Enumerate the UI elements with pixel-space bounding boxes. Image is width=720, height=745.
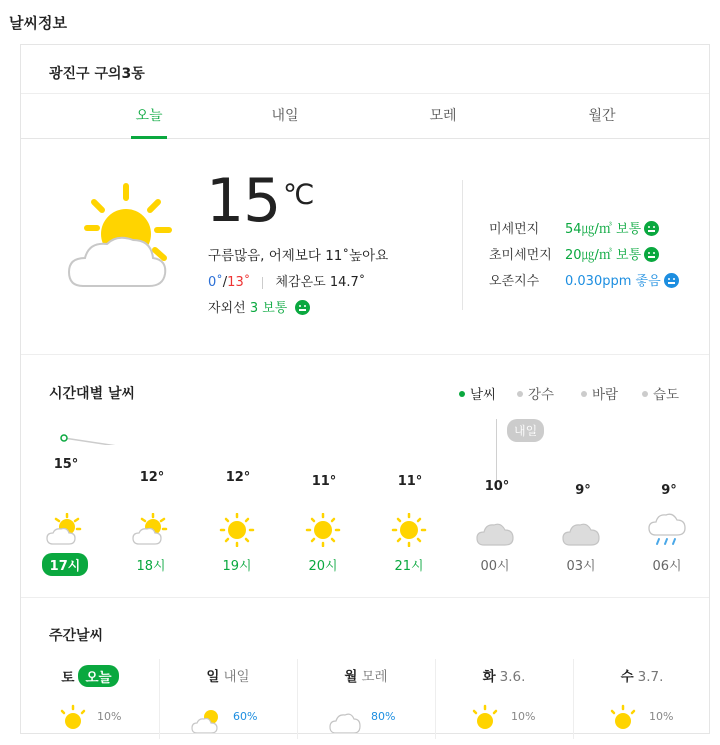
precip-chance: 10% bbox=[511, 710, 536, 723]
day-name: 수 bbox=[620, 669, 634, 685]
min-temp: 0˚ bbox=[208, 275, 223, 290]
legend-label: 강수 bbox=[528, 387, 555, 403]
hour-label: 21시 bbox=[394, 559, 424, 574]
hour-label: 03시 bbox=[566, 559, 596, 574]
day-name: 월 bbox=[344, 669, 358, 685]
hour-label: 06시 bbox=[652, 559, 682, 574]
day-name: 토 bbox=[61, 670, 75, 686]
partly-cloudy-icon bbox=[45, 513, 85, 547]
precip-chance: 10% bbox=[97, 710, 122, 723]
ultrafine-dust-row bbox=[489, 244, 659, 263]
page-title: 날씨정보 bbox=[9, 14, 67, 32]
tab-tomorrow[interactable]: 내일 bbox=[271, 108, 299, 124]
max-temp: 13˚ bbox=[227, 275, 251, 290]
hour-label: 19시 bbox=[222, 559, 252, 574]
sun-icon bbox=[217, 513, 257, 547]
sun-icon bbox=[303, 513, 343, 547]
weather-card bbox=[20, 44, 710, 734]
hour-label: 18시 bbox=[136, 559, 166, 574]
uv-label: 자외선 bbox=[208, 301, 246, 316]
divider bbox=[262, 277, 263, 289]
weekly-day[interactable] bbox=[159, 665, 297, 745]
hour-temp: 12° bbox=[225, 470, 251, 485]
hour-label-current: 17시 bbox=[42, 553, 88, 576]
partly-cloudy-icon bbox=[131, 513, 171, 547]
divider bbox=[21, 597, 709, 598]
day-name: 일 bbox=[206, 669, 220, 685]
weekly-day[interactable] bbox=[435, 665, 573, 745]
weekly-day[interactable] bbox=[573, 665, 711, 745]
fine-dust-row bbox=[489, 218, 659, 237]
tab-today[interactable]: 오늘 bbox=[109, 94, 189, 138]
current-weather bbox=[21, 138, 709, 355]
hour-temp: 9° bbox=[661, 483, 677, 498]
ozone-value: 0.030ppm 좋음 bbox=[565, 274, 661, 289]
day-sub: 3.7. bbox=[637, 669, 664, 685]
hourly-title: 시간대별 날씨 bbox=[49, 386, 136, 402]
precip-chance: 10% bbox=[649, 710, 674, 723]
legend-precip[interactable] bbox=[517, 383, 554, 403]
hour-temp: 10° bbox=[484, 479, 510, 494]
precip-chance: 60% bbox=[233, 710, 258, 723]
divider bbox=[462, 180, 463, 310]
rain-icon bbox=[647, 511, 687, 549]
cloud-icon bbox=[329, 703, 361, 733]
sun-icon bbox=[389, 513, 429, 547]
face-normal-icon bbox=[644, 247, 659, 262]
weather-summary: 구름많음, 어제보다 11˚높아요 bbox=[208, 248, 389, 264]
min-max-temp bbox=[208, 271, 365, 290]
tab-monthly[interactable]: 월간 bbox=[588, 108, 616, 124]
location-label: 광진구 구의3동 bbox=[49, 66, 145, 82]
uv-index bbox=[208, 297, 310, 316]
uv-value: 3 보통 bbox=[249, 301, 288, 316]
fine-dust-label: 미세먼지 bbox=[489, 222, 540, 237]
hour-temp: 11° bbox=[397, 474, 423, 489]
weekly-title: 주간날씨 bbox=[49, 628, 104, 644]
slash: / bbox=[222, 275, 228, 290]
precip-chance: 80% bbox=[371, 710, 396, 723]
face-normal-icon bbox=[295, 300, 310, 315]
hour-temp: 9° bbox=[575, 483, 591, 498]
legend-label: 날씨 bbox=[470, 387, 497, 403]
legend-dot bbox=[581, 391, 587, 397]
hour-temp: 15° bbox=[53, 457, 79, 472]
tab-day-after[interactable]: 모레 bbox=[429, 108, 457, 124]
current-temperature: 15 bbox=[206, 166, 281, 236]
sun-icon bbox=[607, 703, 639, 733]
face-good-icon bbox=[664, 273, 679, 288]
sun-icon bbox=[57, 703, 89, 733]
legend-wind[interactable] bbox=[581, 383, 618, 403]
legend-humidity[interactable] bbox=[642, 383, 679, 403]
legend-weather[interactable] bbox=[459, 383, 496, 403]
cloud-icon bbox=[475, 515, 515, 549]
legend-dot bbox=[459, 391, 465, 397]
cloud-icon bbox=[561, 515, 601, 549]
sun-icon bbox=[469, 703, 501, 733]
partly-cloudy-icon bbox=[191, 703, 223, 733]
temperature-unit: ℃ bbox=[283, 178, 315, 211]
hour-label: 00시 bbox=[480, 559, 510, 574]
legend-label: 습도 bbox=[653, 387, 680, 403]
tab-bar bbox=[21, 93, 709, 139]
fine-dust-value: 54㎍/㎥ 보통 bbox=[565, 222, 642, 237]
hour-temp: 11° bbox=[311, 474, 337, 489]
ozone-label: 오존지수 bbox=[489, 274, 540, 289]
hour-label: 20시 bbox=[308, 559, 338, 574]
day-sub: 내일 bbox=[223, 669, 250, 685]
ozone-row bbox=[489, 270, 679, 289]
day-sub: 모레 bbox=[361, 669, 388, 685]
tomorrow-badge: 내일 bbox=[507, 419, 544, 442]
day-name: 화 bbox=[482, 669, 496, 685]
ultrafine-dust-label: 초미세먼지 bbox=[489, 248, 552, 263]
today-badge: 오늘 bbox=[78, 665, 118, 687]
partly-cloudy-icon bbox=[61, 178, 191, 298]
weekly-day[interactable] bbox=[297, 665, 435, 745]
day-sub: 3.6. bbox=[499, 669, 526, 685]
feels-like: 체감온도 14.7˚ bbox=[275, 275, 366, 290]
legend-dot bbox=[517, 391, 523, 397]
temperature-line bbox=[21, 405, 709, 445]
face-normal-icon bbox=[644, 221, 659, 236]
legend-dot bbox=[642, 391, 648, 397]
weekly-day[interactable] bbox=[21, 665, 159, 745]
legend-label: 바람 bbox=[592, 387, 619, 403]
ultrafine-dust-value: 20㎍/㎥ 보통 bbox=[565, 248, 642, 263]
hour-temp: 12° bbox=[139, 470, 165, 485]
